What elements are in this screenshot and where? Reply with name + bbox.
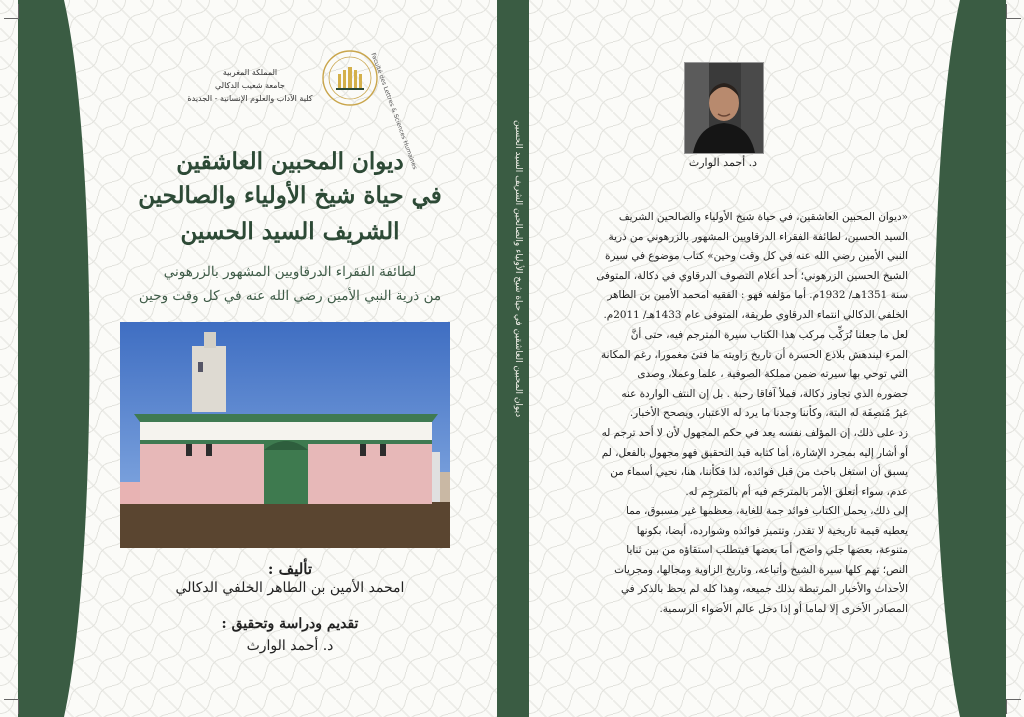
- crop-mark: [1006, 4, 1021, 19]
- back-paragraph-1: [578, 208, 908, 326]
- university-line-2: جامعة شعيب الدكالي: [215, 81, 285, 90]
- back-paragraph-3: [578, 502, 908, 620]
- faculty-logo-text: Faculté des Lettres & Sciences Humaines: [369, 52, 419, 171]
- paragraph-line: حضوره الذي تجاوز دكالة، فملأ آفاقا رحبة . بل إن النتف الواردة عنه: [621, 387, 908, 400]
- paragraph-line: عدم، سواء أتعلق الأمر بالمترجَم فيه أم بالمترجِم له.: [685, 485, 908, 498]
- book-spine: [497, 0, 529, 717]
- paragraph-line: غيرُ مُنصِفَة له البتة، وكأننا وجدنا ما يرد له الاعتبار، ويصحح الأخبار.: [629, 407, 908, 420]
- editor-heading: تقديم ودراسة وتحقيق :: [221, 616, 359, 632]
- paragraph-line: «ديوان المحبين العاشقين، في حياة شيخ الأولياء والصالحين الشريف: [618, 211, 908, 223]
- crop-mark: [4, 4, 19, 19]
- editor-name: د. أحمد الوارث: [246, 638, 334, 654]
- paragraph-line: لعل ما جعلنا نُرَكِّب مركب هذا الكتاب سيرة المترجم فيه، حتى أنَّ: [630, 329, 908, 341]
- book-title-line-1: ديوان المحبين العاشقين: [176, 148, 404, 175]
- author-caption: د. أحمد الوارث: [688, 156, 758, 169]
- crop-mark: [4, 699, 19, 714]
- book-title-line-2: في حياة شيخ الأولياء والصالحين: [138, 182, 442, 209]
- author-name: امحمد الأمين بن الطاهر الخلفي الدكالي: [175, 580, 405, 596]
- paragraph-line: أو أشار إليه بمجرد الإشارة، أما كتابه قيد التحقيق فهو مجهول بالفعل، لم: [601, 446, 908, 459]
- crop-mark: [1006, 699, 1021, 714]
- paragraph-line: التي توحي بها سيرته ضمن مملكة الصوفية ، علما وعملا، وصدى: [637, 368, 908, 381]
- cover-photo-zawiya: [120, 322, 450, 548]
- university-line-3: كلية الآداب والعلوم الإنسانية - الجديدة: [187, 94, 313, 103]
- paragraph-line: المرء ليندهش بلاذع الحسرة أن تاريخ زاويته ما فتئ مغمورا، رغم المكانة: [601, 348, 908, 361]
- paragraph-line: يسبق أن استغل باحث من قبل فوائده، لذا فكأننا، هنا، نحيي أسماء من: [610, 466, 908, 479]
- book-subtitle-line-1: لطائفة الفقراء الدرقاويين المشهور بالزرهوني: [163, 264, 417, 280]
- back-paragraph-2: [578, 326, 908, 502]
- paragraph-line: إلى ذلك، يحمل الكتاب فوائد جمة للغاية، معظمها غير مسبوق، مما: [625, 505, 908, 517]
- paragraph-line: المصادر الأخرى إلا لماما أو إذا دخل عالم الأضواء الرسمية.: [659, 602, 908, 615]
- paragraph-line: السيد الحسين، لطائفة الفقراء الدرقاويين المشهور بالزرهوني من ذرية: [608, 230, 908, 243]
- paragraph-line: النص؛ تهم كلها سيرة الشيخ وأتباعه، وتاريخ الزاوية ومجالها، ومجريات: [614, 563, 908, 576]
- front-cover-green-band: [0, 0, 100, 717]
- book-subtitle-line-2: من ذرية النبي الأمين رضي الله عنه في كل وقت وحين: [138, 288, 442, 304]
- paragraph-line: الأحداث والأخبار المرتبطة بذلك جميعه، وهذا كله لم يحظ بالذكر في: [621, 583, 908, 596]
- back-cover-green-band: [924, 0, 1024, 717]
- university-header: [165, 66, 335, 105]
- paragraph-line: الشيخ الحسين الزرهوني؛ أحد أعلام التصوف الدرقاوي في دكالة، المتوفى: [596, 269, 908, 282]
- front-cover: [0, 0, 497, 717]
- university-line-1: المملكة المغربية: [222, 68, 278, 77]
- author-portrait: [684, 62, 764, 154]
- paragraph-line: سنة 1351هـ/ 1932م. أما مؤلفه فهو : الفقيه امحمد الأمين بن الطاهر: [607, 289, 908, 302]
- paragraph-line: زد على ذلك، إن المؤلف نفسه يعد في حكم المجهول لأن لا أحد ترجم له: [601, 426, 908, 439]
- paragraph-line: متنوعة، بعضها جلي واضح، أما بعضها فيتطلب استقاؤه من بين ثنايا: [626, 544, 908, 557]
- spine-title: ديوان المحبين العاشقين في حياة شيخ الأولياء والصالحين الشريف السيد الحسين: [513, 120, 523, 418]
- paragraph-line: الخلفي الدكالي انتماء الدرقاوي طريقة، المتوفى عام 1433هـ/ 2011م.: [603, 308, 908, 321]
- paragraph-line: يعطيه قيمة تاريخية لا تقدر. وتتميز فوائده وشوارده، أيضا، بكونها: [636, 524, 908, 537]
- author-heading: تأليف :: [267, 560, 313, 578]
- book-title-line-3: الشريف السيد الحسين: [180, 218, 400, 245]
- paragraph-line: النبي الأمين رضي الله عنه في كل وقت وحين» كتاب موضوع في سيرة: [605, 250, 908, 263]
